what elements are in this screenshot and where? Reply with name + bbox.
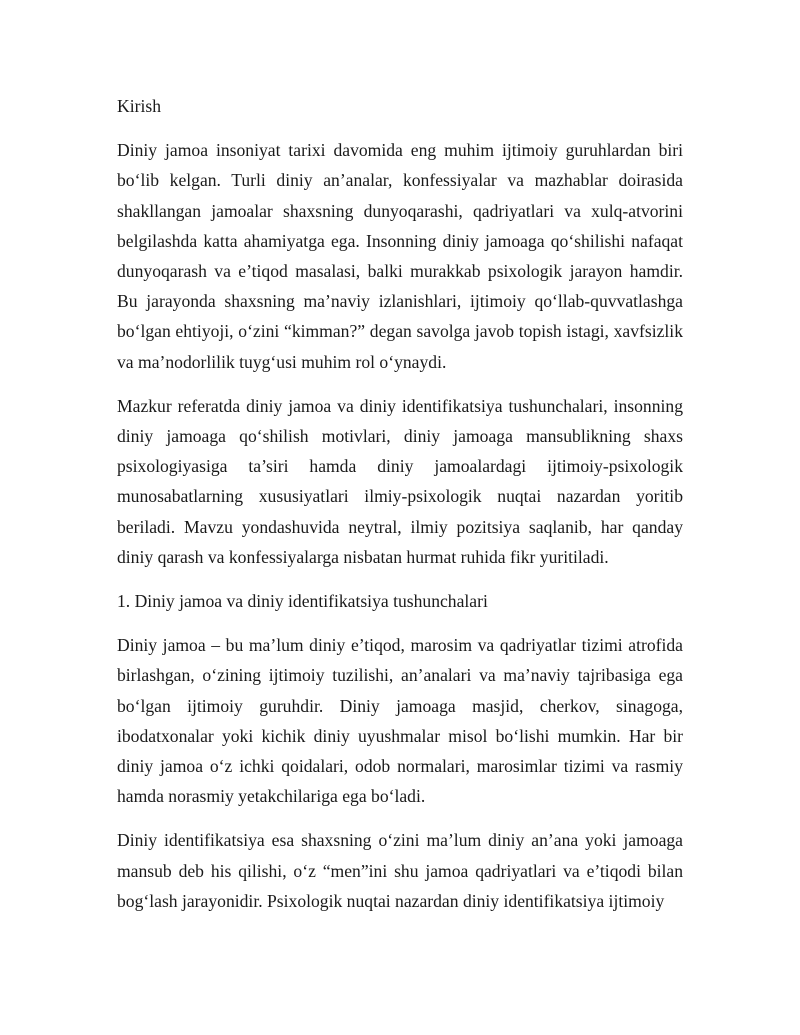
intro-paragraph-1: Diniy jamoa insoniyat tarixi davomida eng muhim ijtimoiy guruhlardan biri bo‘lib kelgan. Turli diniy an’analar, konfessiyalar va mazhablar doirasida shakllangan jamoalar shaxsning dunyoqarashi, qadriyatlari va xulq-atvorini belgilashda katta ahamiyatga ega. Insonning diniy jamoaga qo‘shilishi nafaqat dunyoqarash va e’tiqod masalasi, balki murakkab psixologik jarayon hamdir. Bu jarayonda shaxsning ma’naviy izlanishlari, ijtimoiy qo‘llab-quvvatlashga bo‘lgan ehtiyoji, o‘zini “kimman?” degan savolga javob topish istagi, xavfsizlik va ma’nodorlilik tuyg‘usi muhim rol o‘ynaydi. <box>117 140 683 372</box>
section-1-title: 1. Diniy jamoa va diniy identifikatsiya tushunchalari <box>117 591 488 612</box>
intro-heading: Kirish <box>117 96 161 116</box>
document-body <box>117 91 683 930</box>
section-1-paragraph-1: Diniy jamoa – bu ma’lum diniy e’tiqod, marosim va qadriyatlar tizimi atrofida birlashgan, o‘zining ijtimoiy tuzilishi, an’analari va ma’naviy tajribasiga ega bo‘lgan ijtimoiy guruhdir. Diniy jamoaga masjid, cherkov, sinagoga, ibodatxonalar yoki kichik diniy uyushmalar misol bo‘lishi mumkin. Har bir diniy jamoa o‘z ichki qoidalari, odob normalari, marosimlar tizimi va rasmiy hamda norasmiy yetakchilariga ega bo‘ladi. <box>117 635 683 807</box>
section-1-paragraph-2: Diniy identifikatsiya esa shaxsning o‘zini ma’lum diniy an’ana yoki jamoaga mansub deb his qilishi, o‘z “men”ini shu jamoa qadriyatlari va e’tiqodi bilan bog‘lash jarayonidir. Psixologik nuqtai nazardan diniy identifikatsiya ijtimoiy <box>117 830 683 911</box>
intro-paragraph-2: Mazkur referatda diniy jamoa va diniy identifikatsiya tushunchalari, insonning diniy jamoaga qo‘shilish motivlari, diniy jamoaga mansublikning shaxs psixologiyasiga ta’siri hamda diniy jamoalardagi ijtimoiy-psixologik munosabatlarning xususiyatlari ilmiy-psixologik nuqtai nazardan yoritib beriladi. Mavzu yondashuvida neytral, ilmiy pozitsiya saqlanib, har qanday diniy qarash va konfessiyalarga nisbatan hurmat ruhida fikr yuritiladi. <box>117 395 683 567</box>
